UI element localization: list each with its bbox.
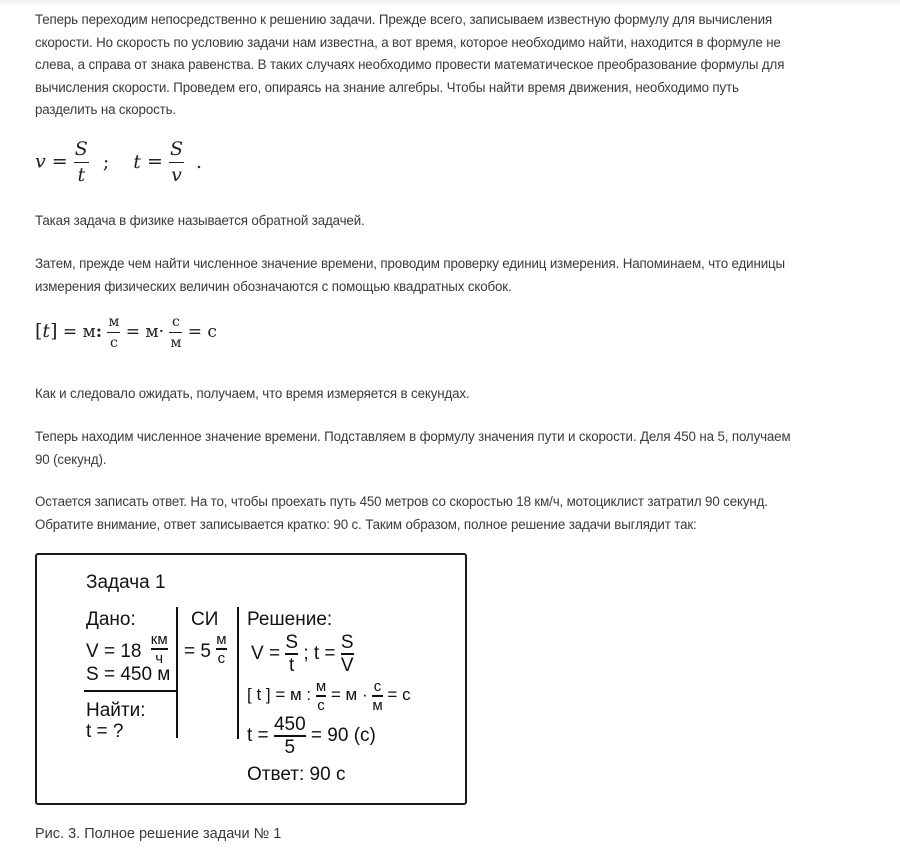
figure-caption: Рис. 3. Полное решение задачи № 1 [35, 826, 282, 842]
formula-part: = 90 (с) [310, 724, 376, 746]
divide-sign: : [95, 322, 103, 342]
denominator: 5 [284, 736, 296, 758]
formula-part: = с [387, 685, 411, 705]
text-line: Остается записать ответ. На то, чтобы проехать путь 450 метров со скоростью 18 км/ч, мотоциклист затратил 90 секунд. [35, 494, 768, 510]
equals-sign: = [51, 150, 68, 173]
denominator: t [289, 654, 295, 676]
formula-part: t = [247, 724, 269, 746]
paragraph-unit-check [35, 253, 900, 298]
formula-part: V = [251, 642, 281, 664]
fraction-s-over-t [285, 633, 298, 675]
numerator: 450 [273, 714, 306, 735]
si-label: СИ [191, 609, 219, 630]
denominator: ч [155, 649, 164, 667]
figure-title: Задача 1 [86, 572, 166, 593]
text-line: вычисления скорости. Проведем его, опираясь на знание алгебры. Чтобы найти время движения, необходимо путь [35, 79, 739, 96]
denominator: t [77, 164, 86, 186]
equals-sign: = [187, 322, 203, 342]
numerator: с [373, 678, 382, 695]
column-divider-2 [237, 607, 239, 739]
numerator: S [285, 632, 299, 653]
equals-sign: = [125, 322, 141, 342]
given-divider-line [84, 690, 176, 692]
denominator: с [317, 696, 325, 714]
top-shadow [0, 0, 900, 6]
text-line: измерения физических величин обозначаются с помощью квадратных скобок. [35, 278, 512, 295]
unit-km-per-h [151, 632, 168, 666]
given-distance: S = 450 м [86, 664, 171, 685]
unit-m-per-s [216, 632, 226, 666]
numerator: м [108, 314, 120, 330]
text-line: 90 (секунд). [35, 451, 107, 468]
unit-m: м [82, 322, 96, 342]
numerator: м [216, 631, 227, 648]
answer-text: Ответ: 90 с [247, 764, 346, 785]
denominator: с [109, 335, 118, 351]
solution-units-line [247, 679, 411, 713]
si-velocity [184, 631, 227, 669]
column-divider-1 [176, 607, 178, 738]
formula-velocity-time [35, 140, 202, 185]
symbol-t: t [133, 150, 141, 173]
fraction-m-over-s [316, 679, 326, 713]
text-line: Как и следовало ожидать, получаем, что время измеряется в секундах. [35, 386, 470, 402]
symbol-v: v [35, 150, 46, 173]
unit-s: с [207, 322, 217, 342]
fraction-m-over-s [107, 315, 120, 350]
denominator: v [171, 164, 182, 186]
equals-sign: = [146, 150, 163, 173]
numerator: S [340, 632, 354, 653]
formula-part: ; t = [303, 642, 336, 664]
numerator: км [150, 631, 168, 648]
velocity-value: V = 18 [86, 640, 142, 662]
fraction-s-over-t [74, 140, 89, 185]
paragraph-seconds [35, 383, 900, 406]
fraction-s-over-m [169, 315, 182, 350]
si-value: = 5 [184, 640, 211, 662]
given-label: Дано: [86, 609, 136, 630]
formula-units: [t] = м: $\frac{м}{с}$ = м· $\frac{с}{м}$ = с [35, 314, 217, 351]
fraction-450-over-5 [274, 715, 306, 757]
paragraph-answer [35, 491, 900, 536]
denominator: с [217, 649, 226, 667]
find-time: t = ? [86, 721, 124, 742]
find-label: Найти: [86, 700, 146, 721]
fraction-s-over-v [341, 633, 354, 675]
text-line: Такая задача в физике называется обратной задачей. [35, 213, 365, 229]
numerator: м [315, 678, 327, 695]
multiply-sign: · [158, 322, 165, 342]
solution-formula-line [251, 633, 354, 675]
period: . [196, 150, 203, 173]
formula-part: [ t ] = м : [247, 685, 312, 705]
unit-m: м [145, 322, 159, 342]
numerator: S [74, 138, 88, 160]
paragraph-intro [35, 9, 900, 122]
text-line: разделить на скорость. [35, 102, 176, 118]
numerator: S [169, 138, 183, 160]
paragraph-numeric-value [35, 426, 900, 471]
text-line: скорости. Но скорость по условию задачи нам известна, а вот время, которое необходимо найти, находится в формуле не [35, 34, 781, 51]
solution-calc-line [247, 715, 376, 757]
equals-sign: = [62, 322, 78, 342]
fraction-s-over-m [372, 679, 382, 713]
separator: ; [102, 150, 110, 173]
denominator: м [372, 696, 383, 714]
denominator: м [170, 335, 182, 351]
fraction-s-over-v [169, 140, 184, 185]
denominator: V [340, 654, 354, 676]
numerator: с [171, 314, 180, 330]
solution-label: Решение: [247, 609, 333, 630]
formula-part: = м · [330, 685, 368, 705]
text-line: Обратите внимание, ответ записывается кратко: 90 с. Таким образом, полное решение задачи выглядит так: [35, 516, 697, 533]
text-line: Теперь переходим непосредственно к решению задачи. Прежде всего, записываем известную формулу для вычисления [35, 12, 773, 28]
paragraph-inverse-task [35, 210, 900, 233]
text-line: Теперь находим численное значение времени. Подставляем в формулу значения пути и скорости. Деля 450 на 5, получаем [35, 429, 791, 445]
text-line: слева, а справа от знака равенства. В таких случаях необходимо провести математическое преобразование формулы для [35, 57, 785, 73]
text-line: Затем, прежде чем найти численное значение времени, проводим проверку единиц измерения. Напоминаем, что единицы [35, 256, 785, 272]
solution-figure [35, 553, 467, 805]
